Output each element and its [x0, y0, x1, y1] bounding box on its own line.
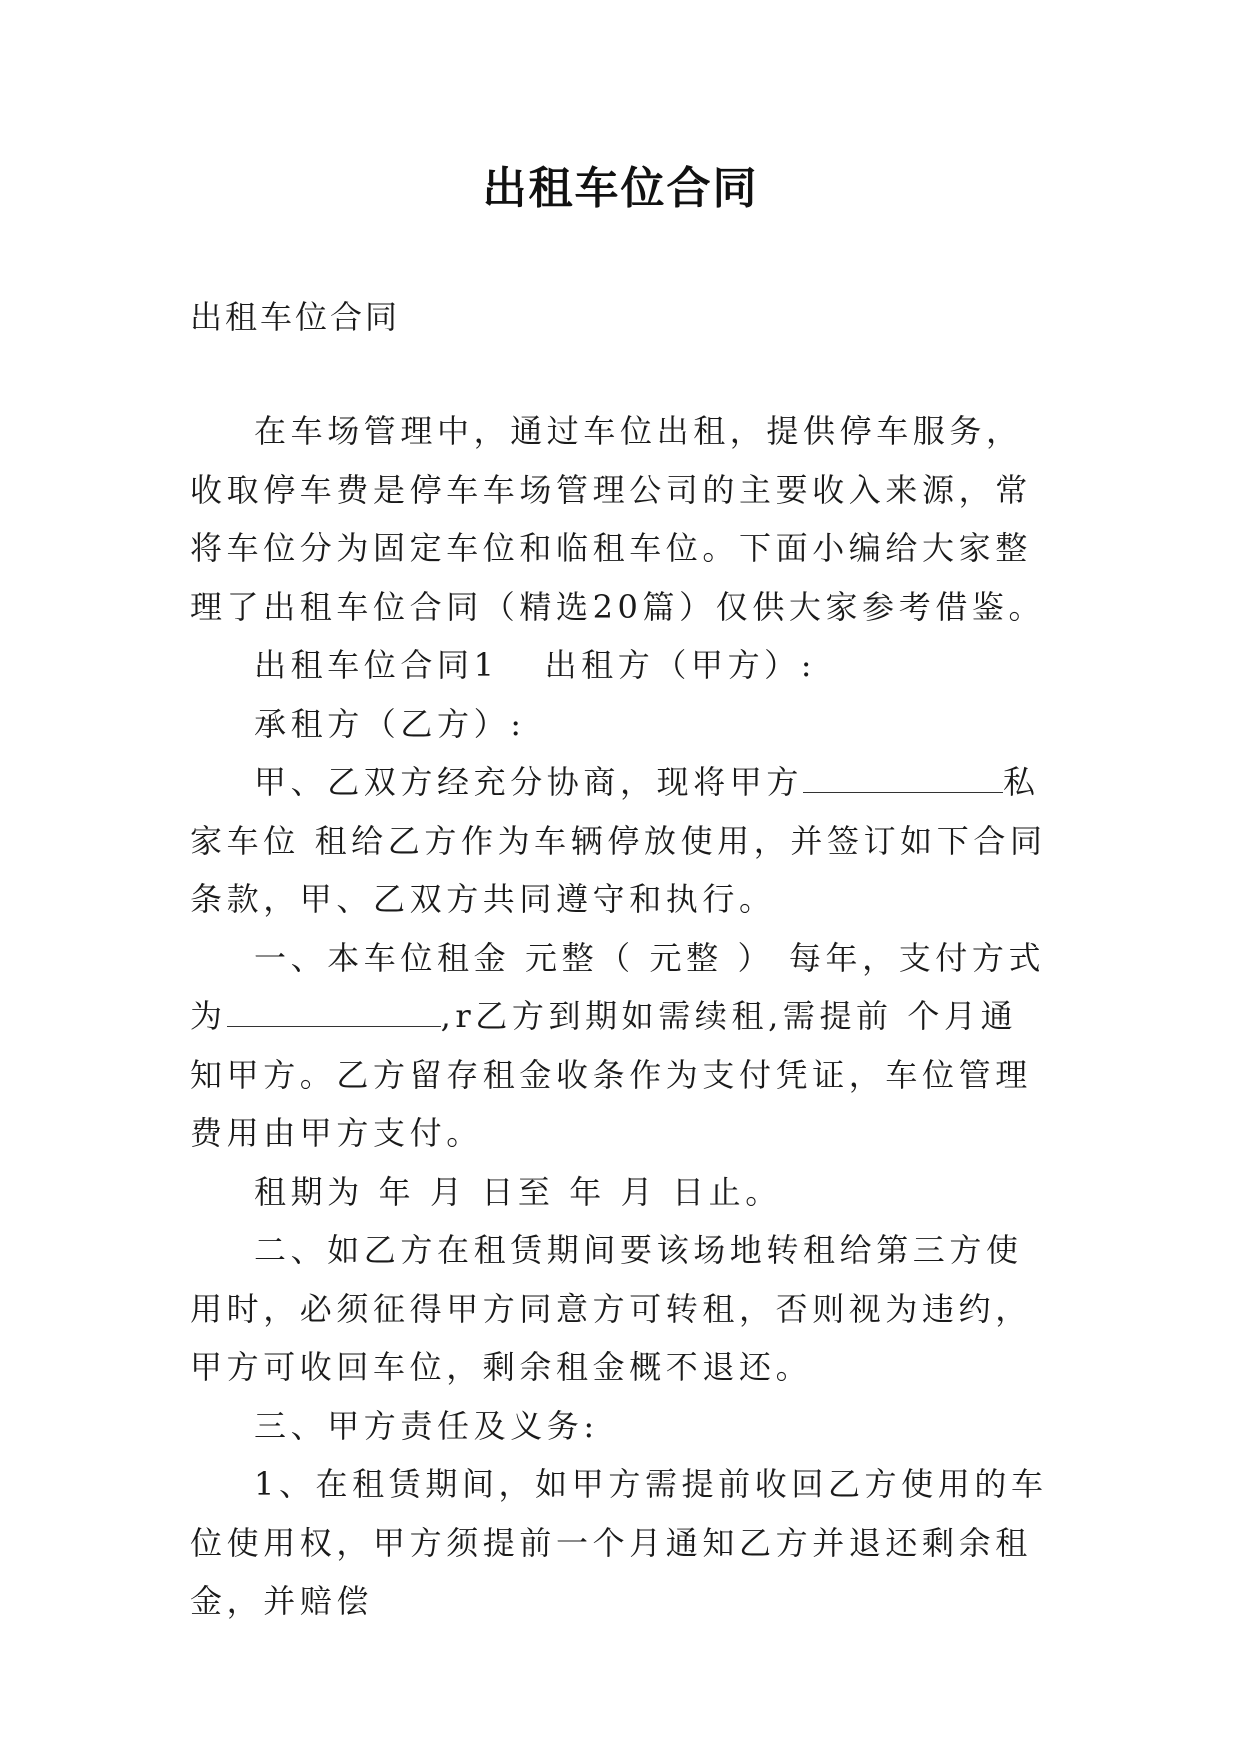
term-paragraph: 租期为 年 月 日至 年 月 日止。: [254, 1172, 782, 1211]
clause-1-paragraph: [190, 929, 1050, 1163]
clause-2-paragraph: 二、如乙方在租赁期间要该场地转租给第三方使用时，必须征得甲方同意方可转租，否则视为违约，甲方可收回车位，剩余租金概不退还。: [190, 1231, 1032, 1386]
contract-heading: 出租车位合同1: [254, 646, 499, 684]
clause-1-text-start: 一、本车位租金 元整（ 元整 ） 每年，支付方式为: [190, 938, 1046, 1035]
car-space-blank: [803, 762, 1003, 793]
clause-3-item-1: 1、在租赁期间，如甲方需提前收回乙方使用的车位使用权，甲方须提前一个月通知乙方并退还剩余租金，并赔偿: [190, 1465, 1048, 1620]
contract-heading-paragraph: [190, 636, 1050, 695]
clause-1-text-end: ,r乙方到期如需续租,需提前 个月通知甲方。乙方留存租金收条作为支付凭证，车位管理费用由甲方支付。: [190, 997, 1032, 1152]
intro-paragraph: 在车场管理中，通过车位出租，提供停车服务，收取停车费是停车车场管理公司的主要收入来源，常将车位分为固定车位和临租车位。下面小编给大家整理了出租车位合同（精选20篇）仅供大家参考借鉴。: [190, 412, 1046, 626]
lessee-paragraph: 承租方（乙方）:: [254, 704, 526, 743]
clause-3-title: 三、甲方责任及义务:: [254, 1406, 599, 1445]
document-body: [190, 402, 1050, 1631]
document-title: 出租车位合同: [482, 163, 759, 214]
agreement-text-end: 私家车位 租给乙方作为车辆停放使用，并签订如下合同条款，甲、乙双方共同遵守和执行。: [190, 763, 1047, 918]
document-subtitle: 出租车位合同: [190, 298, 401, 336]
payment-method-blank: [227, 996, 441, 1027]
lessor-label: 出租方（甲方）:: [544, 646, 817, 684]
agreement-text-start: 甲、乙双方经充分协商，现将甲方: [254, 763, 804, 801]
agreement-paragraph: [190, 753, 1050, 929]
